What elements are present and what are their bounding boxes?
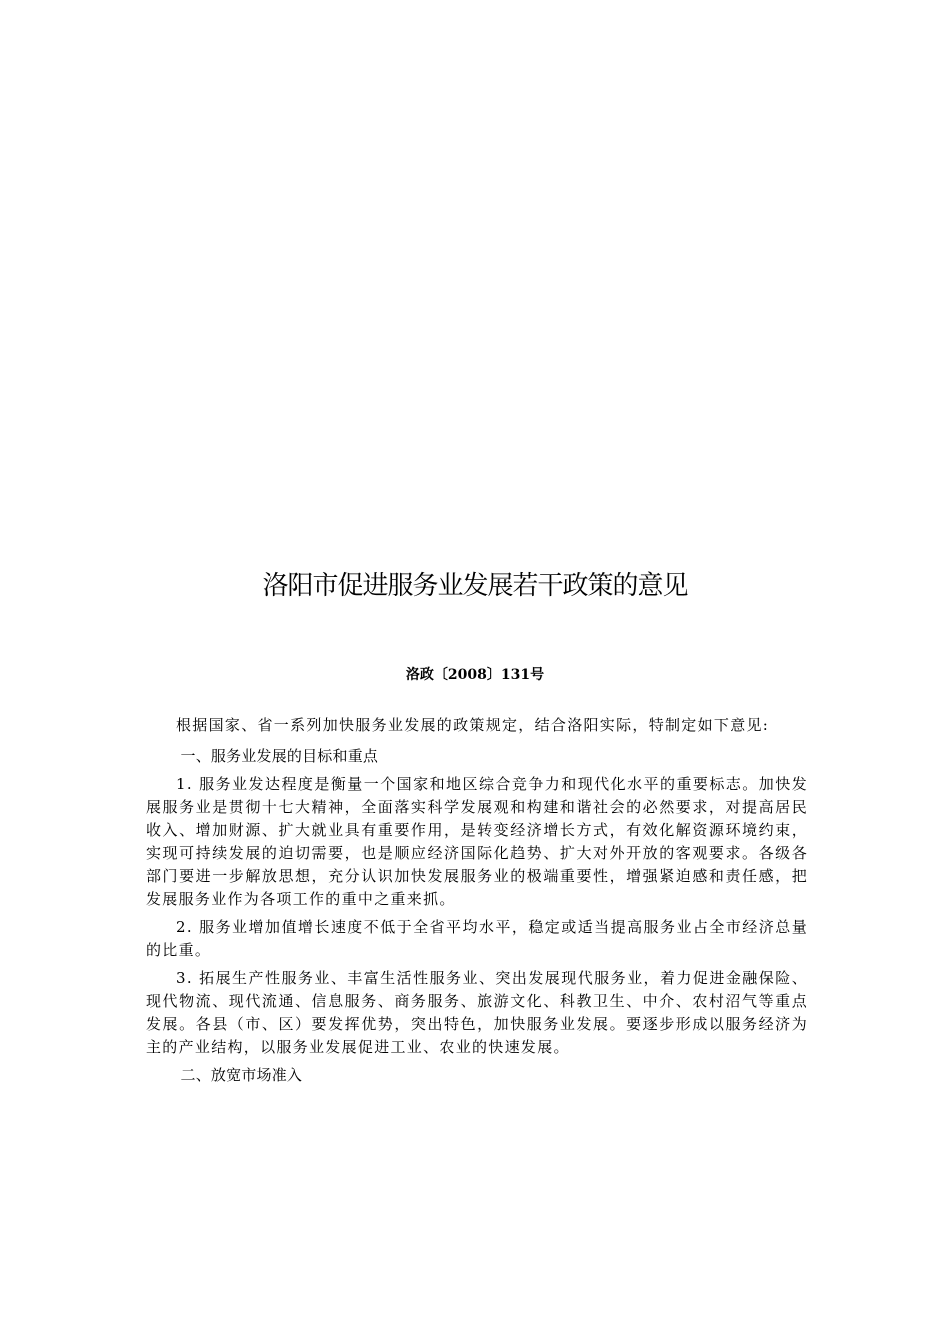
intro-paragraph: 根据国家、省一系列加快服务业发展的政策规定，结合洛阳实际，特制定如下意见: [176, 716, 770, 734]
item-paragraph-2: 2. 服务业增加值增长速度不低于全省平均水平，稳定或适当提高服务业占全市经济总量的比重。 [146, 918, 808, 959]
document-number: 洛政〔2008〕131号 [405, 667, 545, 683]
item-paragraph-1: 1. 服务业发达程度是衡量一个国家和地区综合竞争力和现代化水平的重要标志。加快发展服务业是贯彻十七大精神，全面落实科学发展观和构建和谐社会的必然要求，对提高居民收入、增加财源、扩大就业具有重要作用，是转变经济增长方式，有效化解资源环境约束，实现可持续发展的迫切需要，也是顺应经济国际化趋势、扩大对外开放的客观要求。各级各部门要进一步解放思想，充分认识加快发展服务业的极端重要性，增强紧迫感和责任感，把发展服务业作为各项工作的重中之重来抓。 [146, 775, 808, 908]
section-heading-1: 一、服务业发展的目标和重点 [180, 747, 379, 765]
item-paragraph-3: 3. 拓展生产性服务业、丰富生活性服务业、突出发展现代服务业，着力促进金融保险、现代物流、现代流通、信息服务、商务服务、旅游文化、科教卫生、中介、农村沼气等重点发展。各县（市、区）要发挥优势，突出特色，加快服务业发展。要逐步形成以服务经济为主的产业结构，以服务业发展促进工业、农业的快速发展。 [146, 969, 808, 1056]
document-title: 洛阳市促进服务业发展若干政策的意见 [262, 571, 688, 601]
section-heading-2: 二、放宽市场准入 [180, 1066, 303, 1084]
document-body [146, 714, 808, 1092]
